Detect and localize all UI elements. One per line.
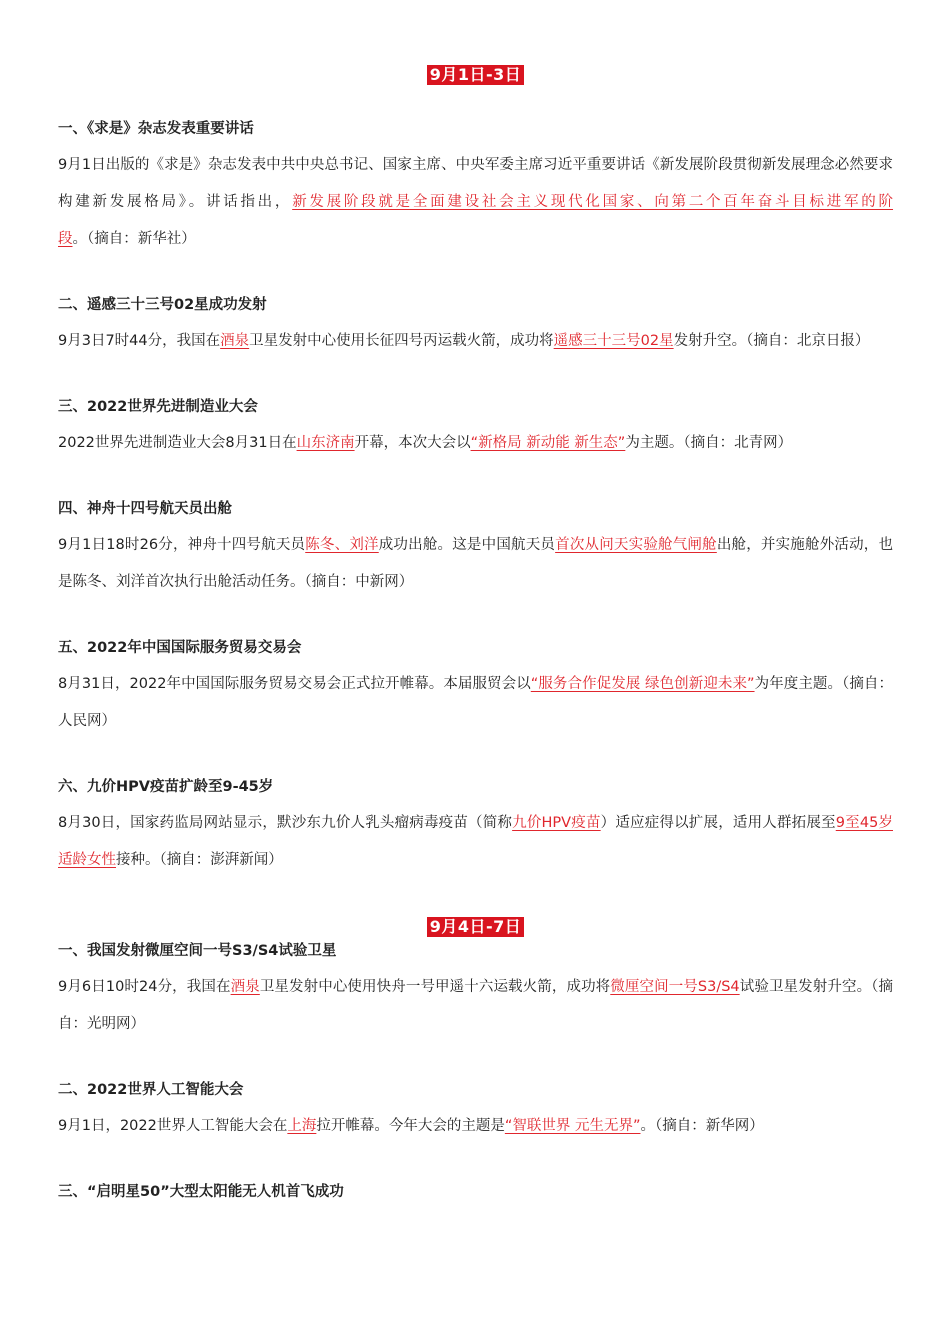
highlighted-text: 首次从问天实验舱气闸舱 [555,537,717,553]
news-body [58,425,893,462]
body-text: 接种。（摘自：澎湃新闻） [116,852,283,868]
date-banner [58,917,893,937]
date-banner [58,0,893,85]
body-text: 开幕，本次大会以 [354,435,471,451]
news-title: 六、九价HPV疫苗扩龄至9-45岁 [58,779,274,795]
body-text: 为主题。（摘自：北青网） [625,435,793,451]
body-text: 成功出舱。这是中国航天员 [378,537,556,553]
body-text: 2022世界先进制造业大会8月31日在 [58,435,297,451]
news-body [58,805,893,879]
news-title: 五、2022年中国国际服务贸易交易会 [58,640,302,656]
highlighted-text: 微厘空间一号S3/S4 [610,979,740,995]
body-text: 。（摘自：新华社） [72,231,196,247]
news-body [58,527,893,601]
news-item [58,117,893,258]
highlighted-text: 遥感三十三号02星 [553,333,674,349]
body-text: 9月3日7时44分，我国在 [58,333,221,349]
highlighted-text: “新格局 新动能 新生态” [470,435,626,451]
body-text: 8月31日，2022年中国国际服务贸易交易会正式拉开帷幕。本届服贸会以 [58,676,531,692]
news-item [58,939,893,1043]
date-banner-label: 9月1日-3日 [427,65,525,85]
news-title: 二、2022世界人工智能大会 [58,1082,244,1098]
news-item [58,293,893,360]
news-item [58,395,893,462]
body-text: 发射升空。（摘自：北京日报） [673,333,870,349]
news-item [58,497,893,601]
highlighted-text: 九价HPV疫苗 [512,815,601,831]
body-text: 8月30日，国家药监局网站显示，默沙东九价人乳头瘤病毒疫苗（简称 [58,815,513,831]
news-title: 一、我国发射微厘空间一号S3/S4试验卫星 [58,943,337,959]
news-title: 二、遥感三十三号02星成功发射 [58,297,267,313]
news-title: 四、神舟十四号航天员出舱 [58,501,232,517]
highlighted-text: “服务合作促发展 绿色创新迎未来” [530,676,755,692]
news-body [58,1108,893,1145]
news-body [58,969,893,1043]
news-title: 三、“启明星50”大型太阳能无人机首飞成功 [58,1184,344,1200]
body-text: 拉开帷幕。今年大会的主题是 [316,1118,505,1134]
body-text: 卫星发射中心使用快舟一号甲遥十六运载火箭，成功将 [259,979,611,995]
news-body [58,323,893,360]
highlighted-text: 酒泉 [220,333,250,349]
body-text: 9月6日10时24分，我国在 [58,979,231,995]
highlighted-text: “智联世界 元生无界” [504,1118,641,1134]
news-body [58,666,893,740]
highlighted-text: 上海 [287,1118,317,1134]
body-text: 出舱，并实施舱外活动，也是陈冬、刘洋首次执行出舱活动任务。（摘自：中新网） [58,537,894,590]
news-item [58,636,893,740]
body-text: 9月1日出版的《求是》杂志发表中共中央总书记、国家主席、中央军委主席习近平重要讲话《新发展阶段贯彻新发展理念必然要求构建新发展格局》。讲话指出， [58,157,893,210]
body-text: ）适应症得以扩展，适用人群拓展至 [600,815,836,831]
news-item [58,1180,893,1204]
highlighted-text: 酒泉 [230,979,260,995]
body-text: 。（摘自：新华网） [640,1118,764,1134]
highlighted-text: 陈冬、刘洋 [305,537,379,553]
news-body [58,147,893,258]
news-title: 一、《求是》杂志发表重要讲话 [58,121,254,137]
body-text: 9月1日，2022世界人工智能大会在 [58,1118,288,1134]
highlighted-text: 9至45岁适龄女性 [58,815,893,868]
body-text: 卫星发射中心使用长征四号丙运载火箭，成功将 [249,333,554,349]
highlighted-text: 新发展阶段就是全面建设社会主义现代化国家、向第二个百年奋斗目标进军的阶段 [58,194,894,247]
highlighted-text: 山东济南 [296,435,355,451]
news-item [58,775,893,879]
body-text: 9月1日18时26分，神舟十四号航天员 [58,537,306,553]
date-banner-label: 9月4日-7日 [427,917,525,937]
body-text: 为年度主题。（摘自：人民网） [58,676,894,729]
news-item [58,1078,893,1145]
body-text: 试验卫星发射升空。（摘自：光明网） [58,979,894,1032]
news-title: 三、2022世界先进制造业大会 [58,399,258,415]
